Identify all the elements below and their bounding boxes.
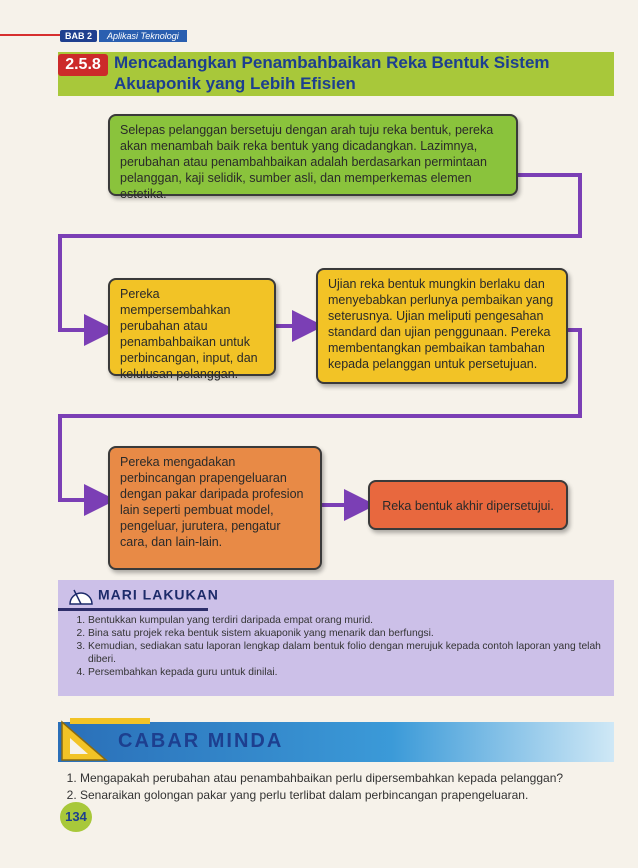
chapter-name: Aplikasi Teknologi xyxy=(99,30,187,42)
list-item: 2. Senaraikan golongan pakar yang perlu terlibat dalam perbincangan prapengeluaran. xyxy=(80,787,620,804)
mari-lakukan-title: MARI LAKUKAN xyxy=(98,586,219,603)
flow-step-4: Pereka mengadakan perbincangan prapengeluaran dengan pakar daripada profesion lain seperti pembuat model, pengeluar, jurutera, pengatur cara, dan lain-lain. xyxy=(108,446,322,570)
list-item: 3. Kemudian, sediakan satu laporan lengkap dalam bentuk folio dengan merujuk kepada contoh laporan yang telah diberi. xyxy=(88,640,608,666)
mari-lakukan-rule xyxy=(58,608,208,611)
flow-step-5: Reka bentuk akhir dipersetujui. xyxy=(368,480,568,530)
mari-lakukan-list xyxy=(70,614,608,679)
list-item: 1. Mengapakah perubahan atau penambahbaikan perlu dipersembahkan kepada pelanggan? xyxy=(80,770,620,787)
chapter-number: BAB 2 xyxy=(60,30,97,42)
protractor-icon xyxy=(68,586,94,606)
flow-step-3: Ujian reka bentuk mungkin berlaku dan menyebabkan perlunya pembaikan yang seterusnya. Ujian meliputi pengesahan standard dan ujian penggunaan. Pereka membentangkan pembaikan tambahan kepada pelanggan untuk persetujuan. xyxy=(316,268,568,384)
list-item: 4. Persembahkan kepada guru untuk dinilai. xyxy=(88,666,608,679)
flow-step-1: Selepas pelanggan bersetuju dengan arah tuju reka bentuk, pereka akan menambah baik reka bentuk yang dicadangkan. Lazimnya, perubahan atau penambahbaikan adalah berdasarkan permintaan pelanggan, kaji selidik, sumber asli, dan memperkemas elemen estetika. xyxy=(108,114,518,196)
section-title: Mencadangkan Penambahbaikan Reka Bentuk Sistem Akuaponik yang Lebih Efisien xyxy=(114,53,550,93)
cabar-minda-title: CABAR MINDA xyxy=(118,730,284,752)
list-item: 1. Bentukkan kumpulan yang terdiri daripada empat orang murid. xyxy=(88,614,608,627)
section-number: 2.5.8 xyxy=(58,54,108,76)
set-square-icon xyxy=(60,718,110,762)
cabar-minda-list xyxy=(60,770,620,804)
flow-step-2: Pereka mempersembahkan perubahan atau penambahbaikan untuk perbincangan, input, dan kelulusan pelanggan. xyxy=(108,278,276,376)
page-number: 134 xyxy=(60,802,92,832)
list-item: 2. Bina satu projek reka bentuk sistem akuaponik yang menarik dan berfungsi. xyxy=(88,627,608,640)
mari-lakukan-heading xyxy=(68,586,219,606)
